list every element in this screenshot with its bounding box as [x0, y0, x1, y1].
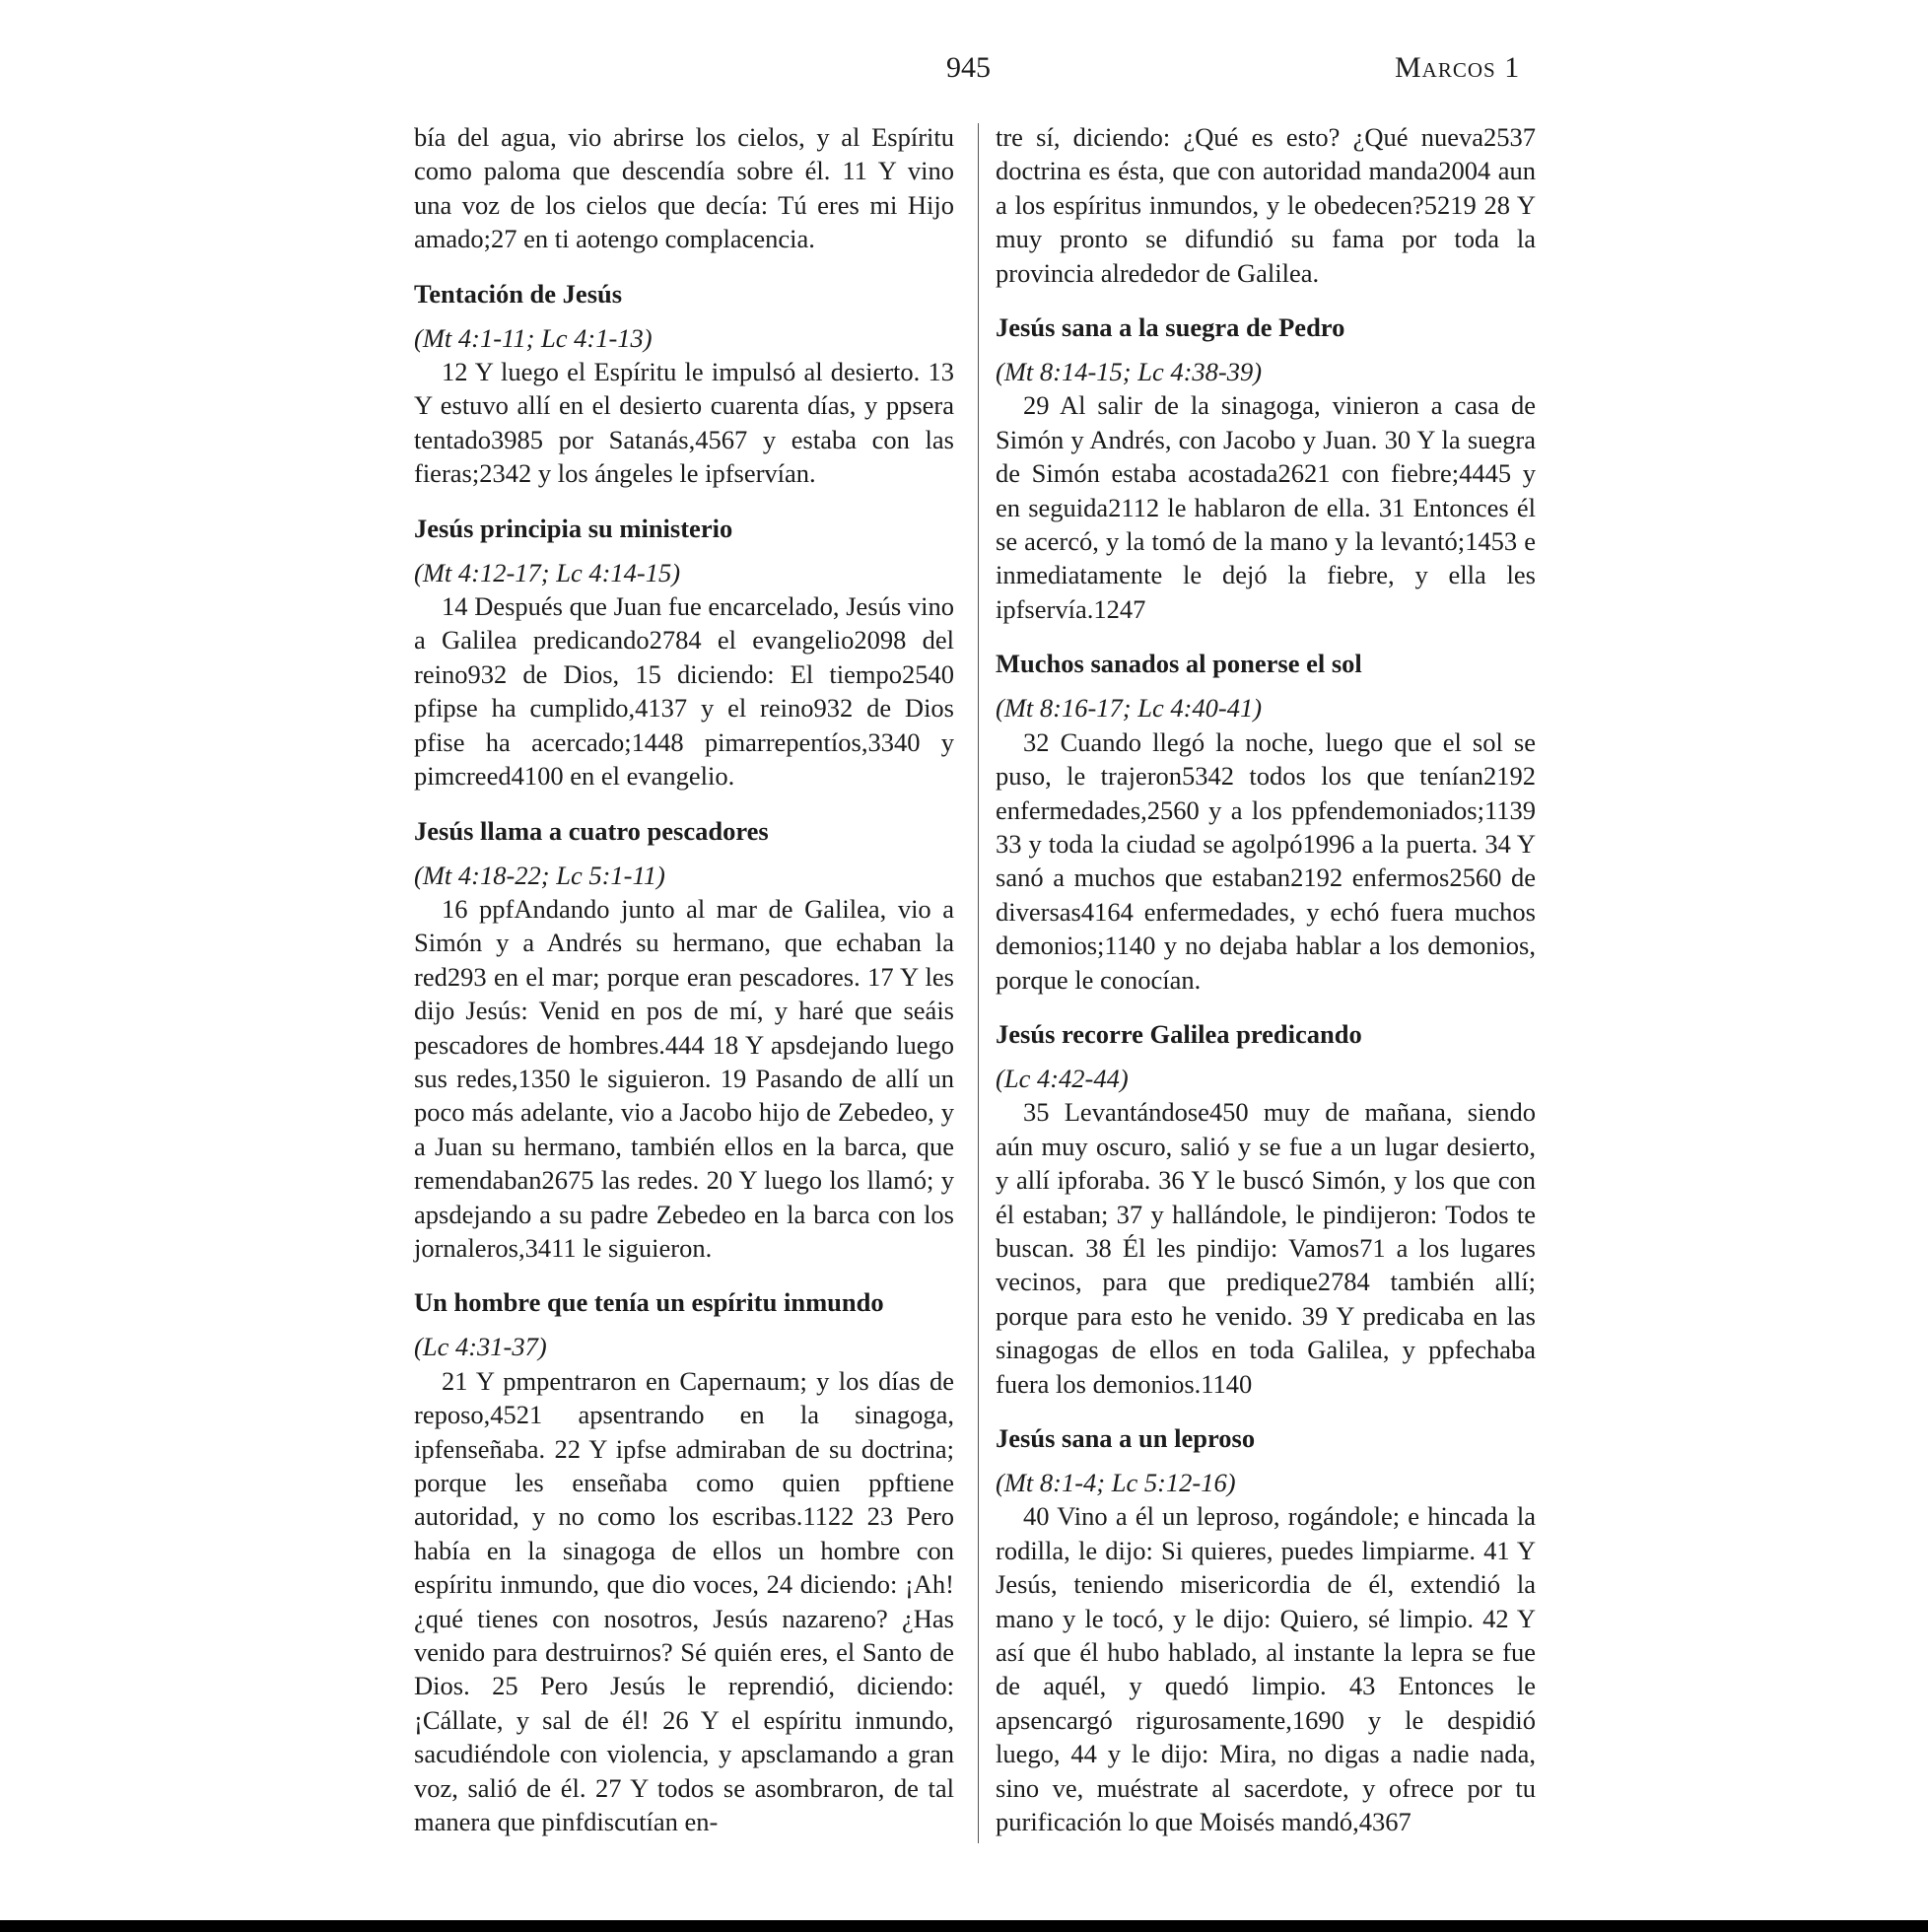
paragraph: 35 Levantándose450 muy de mañana, siendo aún muy oscuro, salió y se fue a un lugar desierto, y allí ipforaba. 36 Y le buscó Simón, y los que con él estaban; 37 y hallándole, le pindijeron: Todos te buscan. 38 Él les pindijo: Vamos71 a los lugares vecinos, para que predique2784 también allí; porque para esto he venido. 39 Y predicaba en las sinagogas de ellos en toda Galilea, y ppfechaba fuera los demonios.1140: [996, 1097, 1536, 1399]
paragraph: 32 Cuando llegó la noche, luego que el sol se puso, le trajeron5342 todos los que tenían2192 enfermedades,2560 y a los ppfendemoniados;1139 33 y toda la ciudad se agolpó1996 a la puerta. 34 Y sanó a muchos que estaban2192 enfermos2560 de diversas4164 enfermedades, y echó fuera muchos demonios;1140 y no dejaba hablar a los demonios, porque le conocían.: [996, 726, 1536, 995]
cross-reference: (Lc 4:42-44): [996, 1063, 1129, 1093]
cross-reference: (Mt 8:1-4; Lc 5:12-16): [996, 1468, 1236, 1497]
paragraph: tre sí, diciendo: ¿Qué es esto? ¿Qué nueva2537 doctrina es ésta, que con autoridad manda2004 aun a los espíritus inmundos, y le obedecen?5219 28 Y muy pronto se difundió su fama por toda la provincia alrededor de Galilea.: [996, 122, 1536, 288]
bottom-edge-bar: [0, 1920, 1928, 1932]
section-heading: Jesús recorre Galilea predicando: [996, 1018, 1362, 1049]
cross-reference: (Mt 4:18-22; Lc 5:1-11): [414, 860, 665, 890]
cross-reference: (Lc 4:31-37): [414, 1332, 547, 1362]
paragraph: 14 Después que Juan fue encarcelado, Jesús vino a Galilea predicando2784 el evangelio2098 del reino932 de Dios, 15 diciendo: El tiempo2540 pfipse ha cumplido,4137 y el reino932 de Dios pfise ha acercado;1448 pimarrepentíos,3340 y pimcreed4100 en el evangelio.: [414, 591, 954, 792]
section-heading: Jesús principia su ministerio: [414, 513, 733, 543]
cross-reference: (Mt 8:14-15; Lc 4:38-39): [996, 357, 1263, 387]
column-divider: [978, 123, 979, 1843]
book-chapter-header: Marcos 1: [1395, 51, 1521, 84]
cross-reference: (Mt 4:12-17; Lc 4:14-15): [414, 557, 681, 587]
paragraph: bía del agua, vio abrirse los cielos, y al Espíritu como paloma que descendía sobre él. 11 Y vino una voz de los cielos que decía: Tú eres mi Hijo amado;27 en ti aotengo complacencia.: [414, 122, 954, 254]
paragraph: 16 ppfAndando junto al mar de Galilea, vio a Simón y a Andrés su hermano, que echaban la red293 en el mar; porque eran pescadores. 17 Y les dijo Jesús: Venid en pos de mí, y haré que seáis pescadores de hombres.444 18 Y apsdejando luego sus redes,1350 le siguieron. 19 Pasando de allí un poco más adelante, vio a Jacobo hijo de Zebedeo, y a Juan su hermano, también ellos en la barca, que remendaban2675 las redes. 20 Y luego los llamó; y apsdejando a su padre Zebedeo en la barca con los jornaleros,3411 le siguieron.: [414, 893, 954, 1263]
section-heading: Jesús sana a un leproso: [996, 1423, 1256, 1453]
paragraph: 29 Al salir de la sinagoga, vinieron a casa de Simón y Andrés, con Jacobo y Juan. 30 Y la suegra de Simón estaba acostada2621 con fiebre;4445 y en seguida2112 le hablaron de ella. 31 Entonces él se acercó, y la tomó de la mano y la levantó;1453 e inmediatamente le dejó la fiebre, y ella les ipfservía.1247: [996, 390, 1536, 624]
left-column: [414, 120, 954, 1838]
paragraph: 12 Y luego el Espíritu le impulsó al desierto. 13 Y estuvo allí en el desierto cuarenta días, y ppsera tentado3985 por Satanás,4567 y estaba con las fieras;2342 y los ángeles le ipfservían.: [414, 357, 954, 489]
section-heading: Tentación de Jesús: [414, 278, 623, 309]
cross-reference: (Mt 8:16-17; Lc 4:40-41): [996, 693, 1263, 724]
section-heading: Un hombre que tenía un espíritu inmundo: [414, 1287, 884, 1318]
paragraph: 21 Y pmpentraron en Capernaum; y los días de reposo,4521 apsentrando en la sinagoga, ipfenseñaba. 22 Y ipfse admiraban de su doctrina; porque les enseñaba como quien ppftiene autoridad, y no como los escribas.1122 23 Pero había en la sinagoga de ellos un hombre con espíritu inmundo, que dio voces, 24 diciendo: ¡Ah! ¿qué tienes con nosotros, Jesús nazareno? ¿Has venido para destruirnos? Sé quién eres, el Santo de Dios. 25 Pero Jesús le reprendió, diciendo: ¡Cállate, y sal de él! 26 Y el espíritu inmundo, sacudiéndole con violencia, y apsclamando a gran voz, salió de él. 27 Y todos se asombraron, de tal manera que pinfdiscutían en-: [414, 1365, 954, 1837]
paragraph: 40 Vino a él un leproso, rogándole; e hincada la rodilla, le dijo: Si quieres, puedes limpiarme. 41 Y Jesús, teniendo misericordia de él, extendió la mano y le tocó, y le dijo: Quiero, sé limpio. 42 Y así que él hubo hablado, al instante la lepra se fue de aquél, y quedó limpio. 43 Entonces le apsencargó rigurosamente,1690 y le despidió luego, 44 y le dijo: Mira, no digas a nadie nada, sino ve, muéstrate al sacerdote, y ofrece por tu purificación lo que Moisés mandó,4367: [996, 1501, 1536, 1837]
cross-reference: (Mt 4:1-11; Lc 4:1-13): [414, 322, 653, 353]
page-number: 945: [946, 51, 991, 84]
right-column: [996, 120, 1536, 1838]
section-heading: Muchos sanados al ponerse el sol: [996, 649, 1362, 679]
section-heading: Jesús sana a la suegra de Pedro: [996, 312, 1345, 343]
section-heading: Jesús llama a cuatro pescadores: [414, 815, 769, 846]
